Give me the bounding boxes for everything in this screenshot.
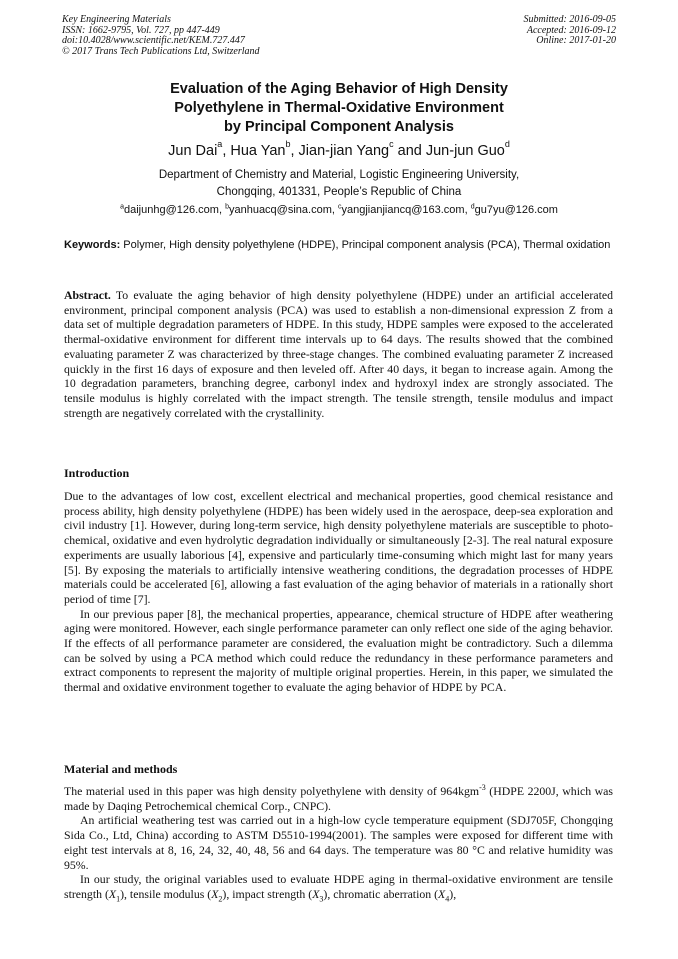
text-run: In our study, the original variables used to evaluate HDPE aging in thermal-oxidative environment are tensile strength ( — [64, 872, 613, 901]
subscript: 4 — [445, 894, 450, 904]
keywords-text: Polymer, High density polyethylene (HDPE), Principal component analysis (PCA), Thermal oxidation — [120, 239, 611, 251]
text-run: ), — [449, 886, 457, 901]
paragraph: Due to the advantages of low cost, excellent electrical and mechanical properties, good chemical resistance and process ability, high density polyethylene (HDPE) has been widely used in the aerospace, deep-sea exploration and civil industry [1]. However, during long-term service, high density polyethylene materials are susceptible to photo-chemical, oxidative and even hydrolytic degradation individually or simultaneously [2-3]. The real natural exposure experiments are usually laborious [4], expensive and particularly time-consuming which might last for many years [5]. By exposing the materials to artificially intensive weathering conditions, the degradation processes of HDPE materials could be accelerated [6], allowing a fast evaluation of the aging behavior of materials in a rationally short period of time [7]. — [64, 489, 613, 606]
affiliation-line: Department of Chemistry and Material, Logistic Engineering University, — [158, 169, 520, 181]
author-name: Jun-jun Guo — [425, 143, 505, 159]
email-address[interactable]: daijunhg@126.com — [123, 204, 219, 216]
variable: X — [211, 886, 219, 901]
introduction-body — [64, 489, 613, 695]
paper-title — [0, 80, 678, 137]
author-list — [0, 139, 678, 160]
author-mark: a — [217, 139, 223, 150]
email-mark: a — [120, 203, 124, 211]
submission-dates — [524, 15, 617, 47]
paragraph — [64, 784, 613, 813]
methods-body — [64, 784, 613, 902]
variable: X — [312, 886, 320, 901]
title-line: by Principal Component Analysis — [224, 119, 454, 135]
introduction-heading: Introduction — [64, 466, 130, 480]
journal-doi: doi:10.4028/www.scientific.net/KEM.727.447 — [62, 35, 245, 46]
journal-issn: ISSN: 1662-9795, Vol. 727, pp 447-449 — [62, 24, 220, 36]
author-mark: c — [389, 139, 394, 150]
abstract-text: To evaluate the aging behavior of high density polyethylene (HDPE) under an artificial accelerated environment, principal component analysis (PCA) was used to establish a non-dimensional expression Z from a data set of multiple degradation parameters of HDPE. In this study, HDPE samples were exposed to the accelerated thermal-oxidative environment for different time intervals up to 64 days. The results showed that the combined evaluating parameter Z was characterized by three-stage changes. The combined evaluating parameter Z increased quickly in the first 16 days of exposure and then leveled off. After 40 days, it began to increase again. Among the 10 degradation parameters, branching degree, carbonyl index and hydroxyl index are strongly associated. The tensile modulus is highly correlated with the impact strength. The tensile strength, tensile modulus and impact strength are negatively correlated with the crystallinity. — [64, 288, 613, 420]
methods-heading: Material and methods — [64, 762, 178, 776]
text-run: ), impact strength ( — [222, 886, 313, 901]
online-date: Online: 2017-01-20 — [536, 35, 616, 46]
journal-copyright: © 2017 Trans Tech Publications Ltd, Switzerland — [62, 45, 260, 57]
email-separator: , — [331, 204, 338, 216]
email-separator: , — [464, 204, 471, 216]
accepted-date: Accepted: 2016-09-12 — [526, 24, 616, 36]
email-address[interactable]: yangjianjiancq@163.com — [341, 204, 465, 216]
journal-name: Key Engineering Materials — [62, 14, 171, 25]
subscript: 1 — [116, 894, 121, 904]
email-mark: d — [470, 203, 475, 211]
author-mark: b — [285, 139, 291, 150]
email-address[interactable]: yanhuacq@sina.com — [228, 204, 332, 216]
email-list — [0, 203, 678, 217]
journal-info — [62, 15, 260, 57]
paragraph: An artificial weathering test was carried out in a high-low cycle temperature equipment (SDJ705F, Chongqing Sida Co., Ltd, China) according to ASTM D5510-1994(2001). The samples were exposed for different time with eight test intervals at 8, 16, 24, 32, 40, 48, 56 and 64 days. The temperature was 80 °C and relative humidity was 95%. — [64, 813, 613, 872]
text-run: (HDPE 2200J, which was made by Daqing Petrochemical chemical Corp., CNPC). — [64, 784, 613, 813]
text-run: ), tensile modulus ( — [120, 886, 212, 901]
subscript: 3 — [319, 894, 324, 904]
title-line: Polyethylene in Thermal-Oxidative Environment — [174, 100, 504, 116]
author-separator: , — [290, 143, 299, 159]
affiliation-line: Chongqing, 401331, People’s Republic of China — [216, 186, 462, 198]
text-run: The material used in this paper was high density polyethylene with density of 964kgm — [64, 784, 480, 798]
title-line: Evaluation of the Aging Behavior of High Density — [170, 81, 508, 97]
paragraph — [64, 872, 613, 904]
abstract-label: Abstract. — [64, 288, 111, 302]
variable: X — [438, 886, 446, 901]
paragraph: In our previous paper [8], the mechanical properties, appearance, chemical structure of HDPE after weathering aging were monitored. However, each single performance parameter can only reflect one side of the aging behavior. If the effects of all performance parameter are considered, the evaluation might be contradictory. Such a dilemma can be solved by using a PCA method which could reduce the redundancy in these performance parameters and extract components to represent the majority of multiple original properties. Herein, in this paper, we simulated the thermal and oxidative environment together to evaluate the aging behavior of HDPE by PCA. — [64, 606, 613, 695]
author-name: Jian-jian Yang — [298, 143, 390, 159]
email-separator: , — [218, 204, 226, 216]
author-separator: , — [222, 143, 231, 159]
abstract — [64, 288, 613, 420]
variable: X — [108, 886, 117, 901]
superscript: -3 — [479, 783, 486, 793]
email-mark: b — [225, 203, 229, 211]
author-name: Hua Yan — [230, 143, 286, 159]
subscript: 2 — [218, 894, 223, 904]
email-address[interactable]: gu7yu@126.com — [474, 204, 558, 216]
keywords — [64, 238, 613, 253]
email-mark: c — [337, 203, 342, 211]
affiliation — [0, 167, 678, 201]
keywords-label: Keywords: — [64, 239, 121, 251]
submitted-date: Submitted: 2016-09-05 — [523, 14, 616, 25]
author-mark: d — [504, 139, 510, 150]
text-run: ), chromatic aberration ( — [323, 886, 439, 901]
author-separator: and — [393, 143, 426, 159]
author-name: Jun Dai — [168, 143, 218, 159]
